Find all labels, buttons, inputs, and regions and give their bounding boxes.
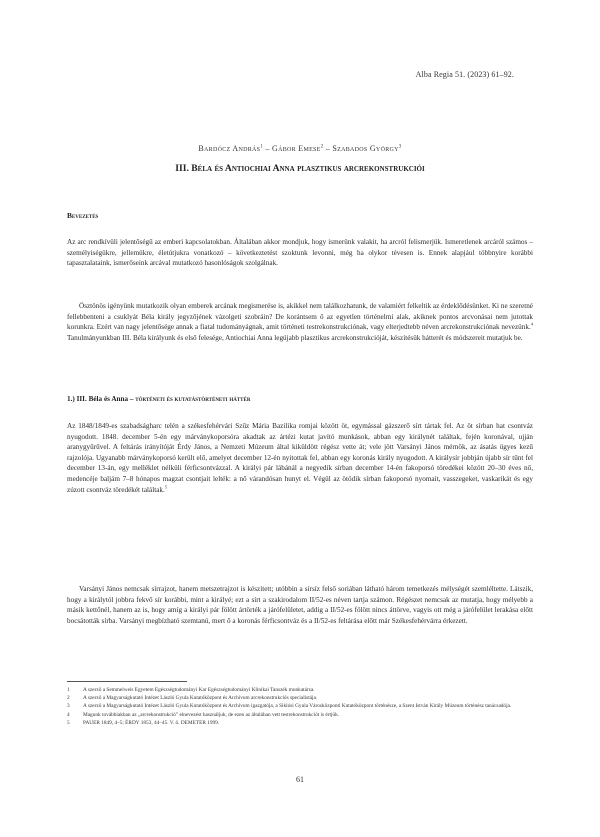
footnotes: [67, 686, 533, 727]
introduction-heading: Bevezetés: [67, 211, 99, 220]
footnote: [67, 719, 533, 727]
page-number: 61: [296, 775, 304, 784]
paragraph-text: Tanulmányunkban III. Béla királyunk és első felesége, Antiochiai Anna legújabb plasztikus arcrekonstrukcióját, készítésük hátterét és módszereit mutatjuk be.: [67, 333, 523, 342]
section-1-title: – történeti és kutatástörténeti háttér: [128, 395, 251, 403]
footnote: [67, 711, 533, 719]
journal-reference: Alba Regia 51. (2023) 61–92.: [415, 70, 514, 79]
intro-paragraph-1: Az arc rendkívüli jelentőségű az emberi kapcsolatokban. Általában akkor mondjuk, hogy ismerünk valakit, ha arcról felismerjük. Ismeretlenek arcáról számos – személyiségükre, jellemükre, életútjukra vonatkozó – következtetést szoktunk levonni, még ha olykor tévesen is. Ennek alapjául többnyire korábbi tapasztalataink, ismerőseink arcával mutatkozó hasonlóságok szolgálnak.: [67, 238, 533, 268]
footnote: [67, 686, 533, 694]
footnote-number: 1: [67, 687, 70, 693]
author-1: Bardócz András: [198, 144, 261, 153]
section-1-paragraph-1: [67, 421, 533, 495]
author-2: Gábor Emese: [272, 144, 321, 153]
footnote-mark-4[interactable]: 4: [530, 321, 533, 327]
author-1-footnote-mark[interactable]: 1: [260, 144, 264, 150]
footnote-number: 4: [67, 711, 70, 718]
footnote-text: Magunk továbbiakban az „arcrekonstrukció” elnevezést használjuk, de ezen az általában vett testrekonstrukciót is értjük.: [83, 711, 340, 718]
section-1-heading: [67, 395, 250, 403]
footnote-mark-5[interactable]: 5: [164, 484, 168, 490]
author-separator: –: [263, 144, 273, 153]
footnote-number: 3: [67, 703, 70, 710]
footnote-text: A szerző a Semmelweis Egyetem Egészségtudományi Kar Egészségtudományi Klinikai Tanszék munkatársa.: [83, 687, 315, 693]
footnote: [67, 694, 533, 702]
footnote-text: A szerző a Magyarságkutató Intézet László Gyula Kutatóközpont és Archívum igazgatója, a Siklósi Gyula Városközponti Kutatóközpont történésze, a Szent István Király Múzeum történész tanácsadója.: [83, 703, 512, 710]
paragraph-text: Az 1848/1849-es szabadságharc telén a székesfehérvári Szűz Mária Bazilika romjai között öt, egymással gázszerő sírt tártak fel. Az öt sírban hat csontváz nyugodott. 1848. december 5-én egy márványkoporsóra akadtak az ártézi kutat javító munkások, abban egy királynét találtak, fején koronával, ujján aranygyűrűvel. A feltárás irányítóját Érdy János, a Nemzeti Múzeum által kiküldött régész vette át; vele jött Varsányi János mérnök, az ásatás ügyes kezű rajzolója. Ugyanabb márványkoporsó került elő, amelyet december 12-én nyitottak fel, abban egy koronás király nyugodott. A királysír jobbján újabb sír tűnt fel december 13-án, egy melléklet nélküli férficsontvázzal. A királyi pár lábánál a negyedik sírban december 14-én fakoporsó töredékei között 20–30 éves nő, medencéje baljám 7–8 hónapos magzat csontjait lelték: a nő várandósan hunyt el. Végül az ötödik sírban fakoporsó nyomait, vasszegeket, vaskarikát és egy zúzott csontváz töredékét találtak.: [67, 422, 533, 494]
paragraph-text: Ösztönös igényünk mutatkozik olyan emberek arcának megismerése is, akikkel nem találkozhatunk, de valamiért felkeltik az érdeklődésünket. Ki ne szeretné fellebbenteni a csuklyát Béla király jegyzőjének vázolgeti szobráin? De korántsem ő az egyetlen történelmi alak, akiknek pontos arcvonásai nem jutottak korunkra. Ezért van nagy jelentősége annak a fiatal tudományágnak, amit történeti testrekonstrukciónak, vagy elterjedtebb néven arcrekonstrukciónak nevezünk.: [67, 302, 533, 332]
footnote: [67, 702, 533, 710]
footnote-number: 5: [67, 719, 70, 726]
article-title: III. Béla és Antiochiai Anna plasztikus arcrekonstrukciói: [175, 163, 425, 174]
author-separator: –: [323, 144, 333, 153]
footnote-text: PAUER 1849, 4–5; ÉRDY 1853, 44–45. V. ö. DEMETER 1999.: [83, 719, 220, 726]
author-2-footnote-mark[interactable]: 2: [320, 144, 324, 150]
section-1-paragraph-2: Varsányi János nemcsak sírrajzot, hanem metszetrajzot is készített; utóbbin a sírsíz felső soriában látható három temetkezés mélységét szemléltette. Látszik, hogy a királytól jobbra fekvő sír korábbi, mint a királyé; ezt a sírt a szakirodalom II/52-es néven tartja számon. Régészet nemcsak az mutatja, hogy mélyebb a másik kettőnél, hanem az is, hogy amíg a királyi pár fölött ártörték a járófelületet, addig a II/52-es fölött nincs áttörve, vagyis ott még a járófelület lerakása előtt bocsátották sírba. Varsányi megbízható szemtanú, mert ő a koronás férficsontváz és a II/52-es feltárása előtt már Székesfehérvárra érkezett.: [67, 585, 533, 625]
intro-paragraph-2: [67, 301, 533, 343]
footnote-divider: [67, 681, 187, 682]
footnote-number: 2: [67, 695, 70, 702]
section-1-number: 1.) III. Béla és Anna: [67, 395, 129, 403]
author-3-footnote-mark[interactable]: 3: [398, 144, 402, 150]
footnote-text: A szerző a Magyarságkutató Intézet László Gyula Kutatóközpont és Archívum arcrekonstrukciós specialistája.: [83, 695, 318, 702]
author-3: Szabados György: [332, 144, 399, 153]
author-line: [0, 144, 600, 153]
